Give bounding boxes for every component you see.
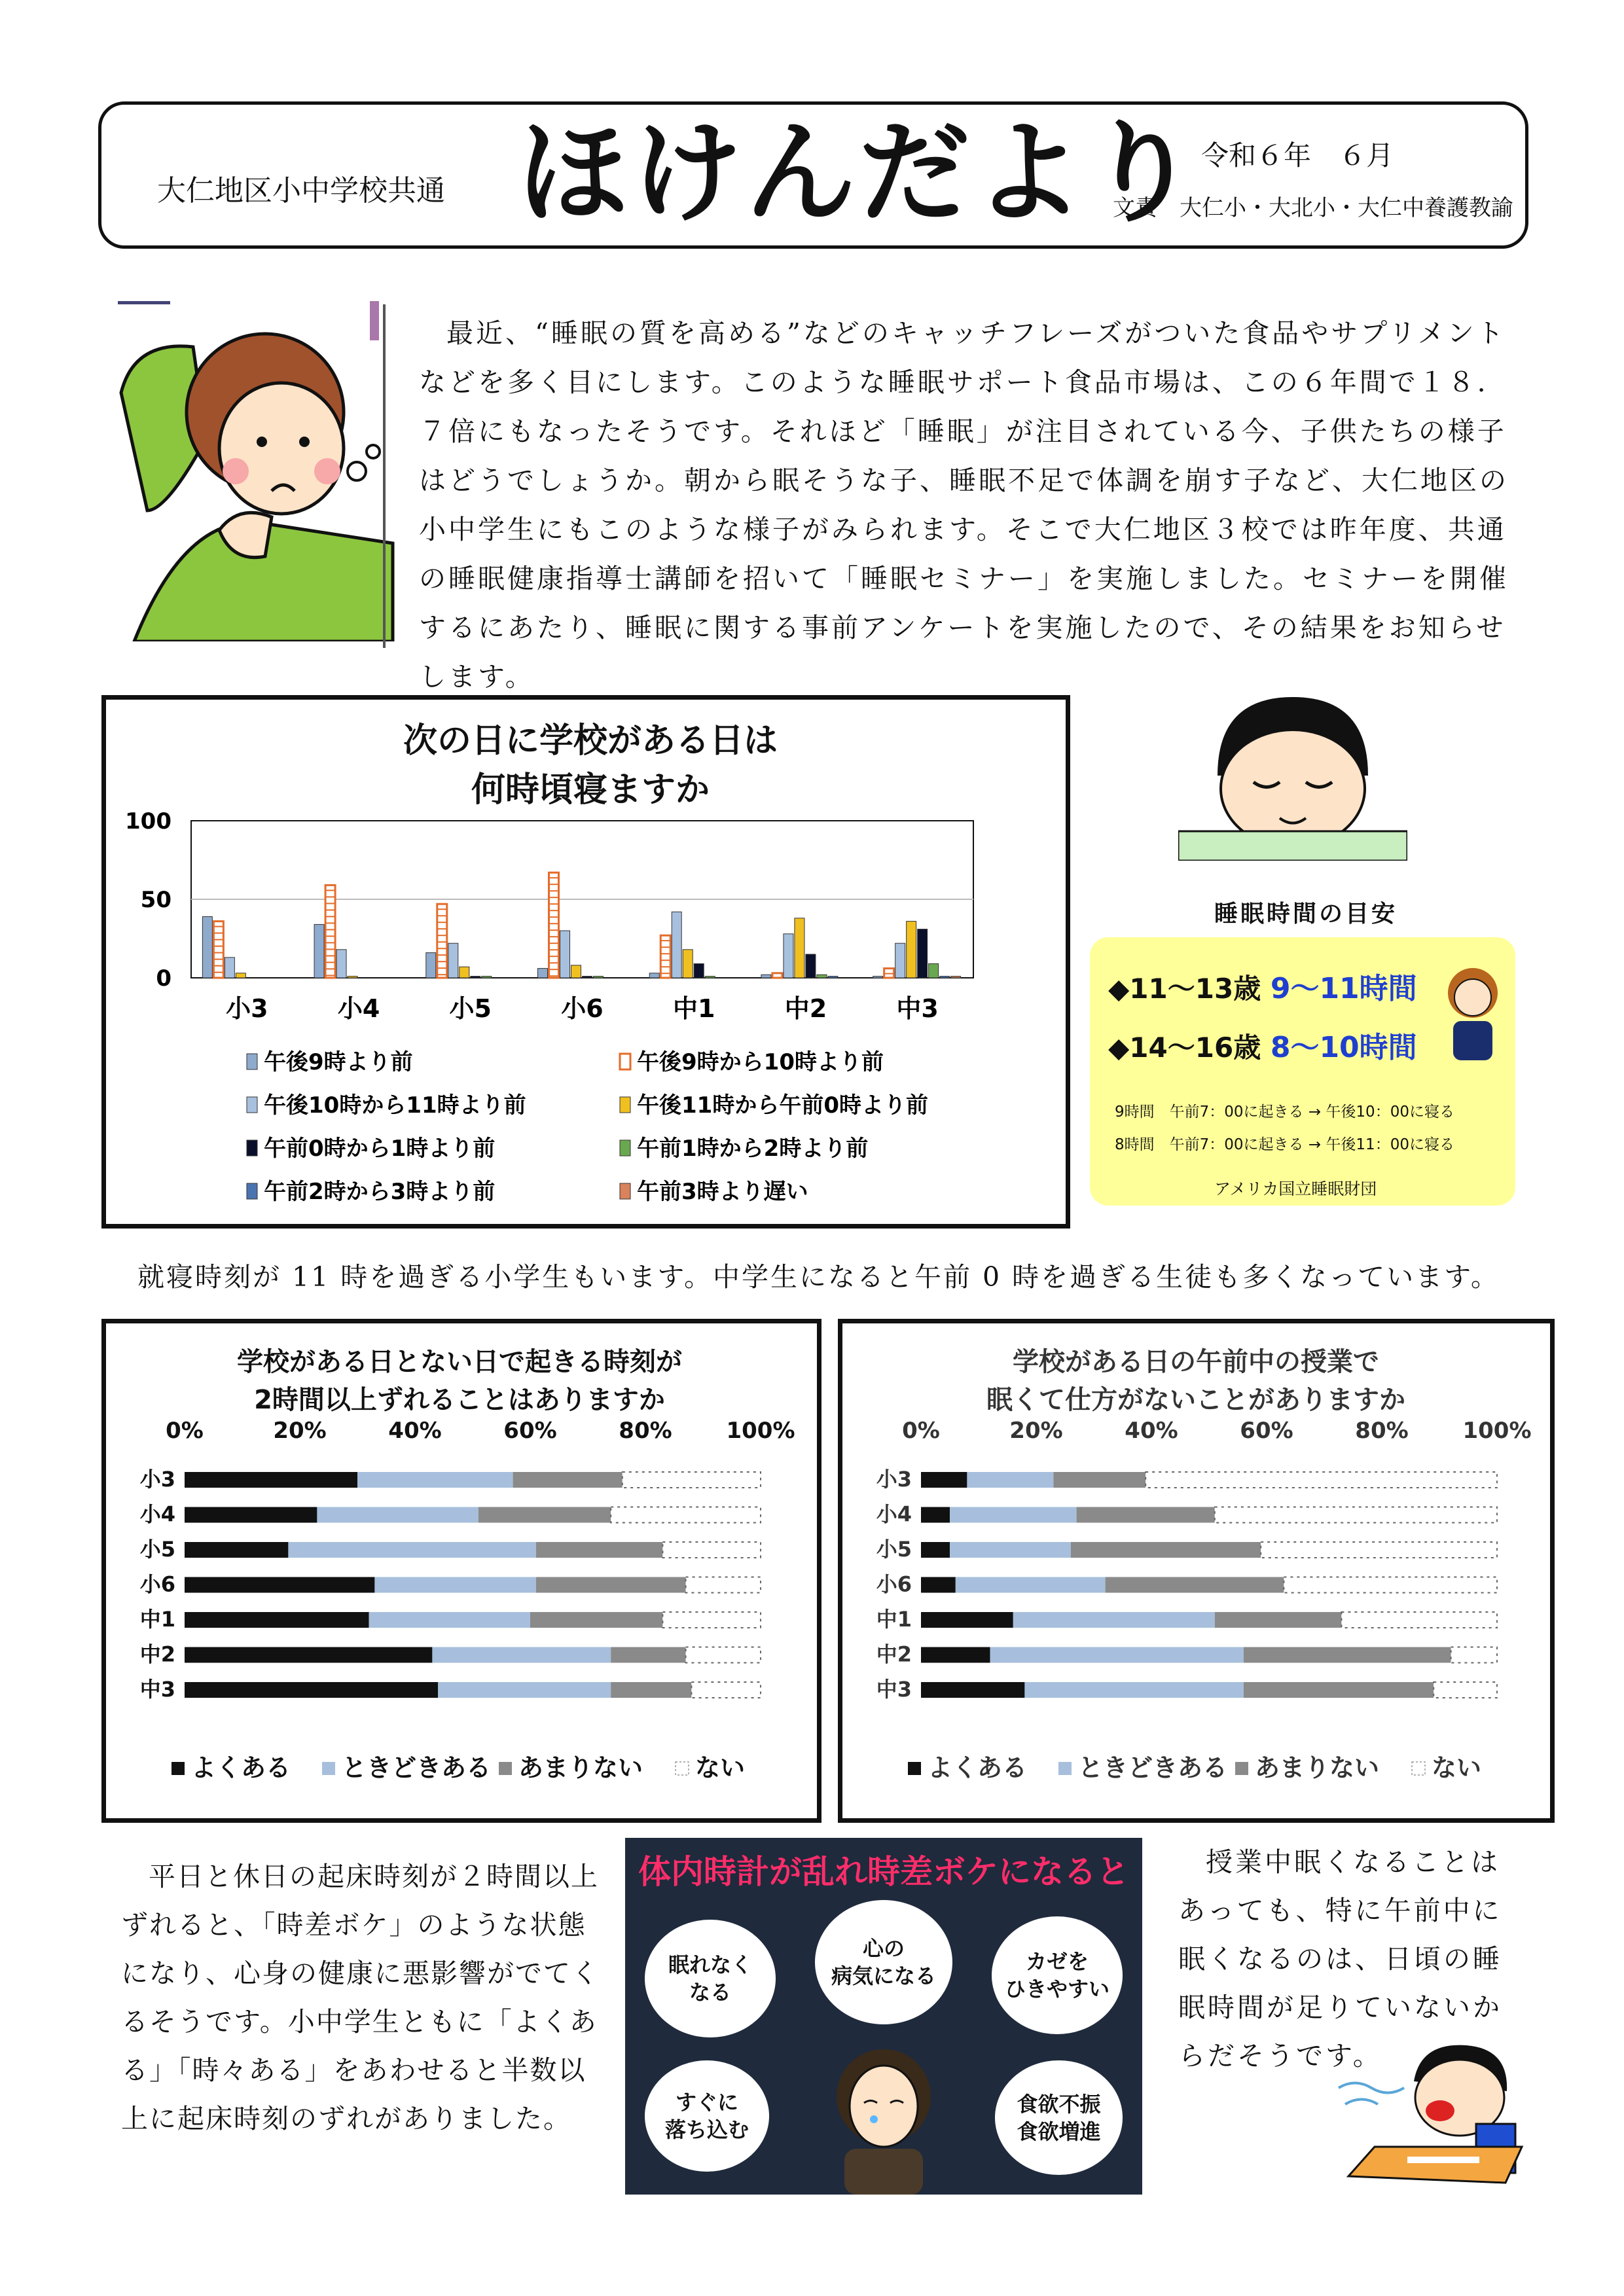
bar-中3-2 [611, 1682, 691, 1698]
chart-title-line: 2時間以上ずれることはありますか [254, 1385, 665, 1415]
issue-date: 令和６年 ６月 [1201, 139, 1394, 171]
bar-中2-6 [828, 977, 838, 978]
bar-小4-0 [921, 1507, 950, 1523]
bar-小3-3 [623, 1472, 761, 1488]
bar-小3-3 [236, 973, 245, 978]
bedtime-caption: 就寝時刻が 11 時を過ぎる小学生もいます。中学生になると午前 0 時を過ぎる生徒も多くなっています。 [137, 1261, 1500, 1293]
intro-divider [383, 304, 386, 648]
chart-title-line: 学校がある日の午前中の授業で [1013, 1347, 1379, 1377]
bar-小5-3 [1261, 1542, 1497, 1558]
newsletter-title: ほけんだより [517, 109, 1201, 238]
bar-小3-0 [921, 1472, 967, 1488]
bar-中2-2 [611, 1647, 685, 1663]
bar-小4-0 [185, 1507, 317, 1523]
bar-中3-3 [1434, 1682, 1497, 1698]
bar-小6-2 [536, 1577, 686, 1593]
guide-hours-11-13: 9～11時間 [1270, 972, 1417, 1005]
bedtime-chart-box [101, 695, 1070, 1229]
bar-中3-4 [918, 929, 928, 978]
bubble-cant-sleep: 眠れなく なる [645, 1920, 776, 2037]
legend-label: よくある [928, 1753, 1028, 1782]
bar-中1-0 [921, 1612, 1013, 1628]
x-tick-label: 0% [166, 1418, 204, 1444]
jet-lag-title: 体内時計が乱れ時差ボケになると [638, 1853, 1129, 1891]
y-tick-label: 0 [156, 965, 171, 992]
jet-lag-infographic [625, 1838, 1142, 2195]
wake-time-commentary: 平日と休日の起床時刻が２時間以上ずれると、「時差ボケ」のような状態になり、心身の健康に悪影響がでてくるそうです。小中学生ともに「よくある」「時々ある」をあわせると半数以上に起床時刻のずれがありました。 [121, 1861, 600, 2134]
bar-小6-3 [686, 1577, 761, 1593]
x-tick-label: 20% [1009, 1418, 1063, 1444]
bar-中1-2 [1215, 1612, 1342, 1628]
bar-小6-0 [921, 1577, 956, 1593]
x-tick-label: 中1 [672, 994, 715, 1023]
thought-bubble-tiny [367, 445, 380, 458]
sleepy-class-chart-box [838, 1319, 1555, 1823]
bar-小4-1 [317, 1507, 478, 1523]
bar-中3-3 [907, 922, 916, 978]
yawn-line-1 [1339, 2083, 1404, 2093]
bar-小4-2 [336, 950, 346, 978]
bar-小5-5 [482, 977, 492, 978]
boy-blanket [1178, 831, 1407, 861]
bar-中1-0 [185, 1612, 369, 1628]
y-tick-label: 100 [125, 808, 171, 834]
x-tick-label: 40% [388, 1418, 442, 1444]
bar-小4-3 [348, 977, 357, 978]
legend-swatch [322, 1762, 335, 1775]
legend-swatch [171, 1762, 185, 1775]
y-tick-label: 小5 [876, 1537, 912, 1562]
guide-line-11-13 [1108, 965, 1417, 1007]
bar-中3-0 [921, 1682, 1024, 1698]
bar-小6-4 [583, 977, 592, 978]
bar-小5-3 [460, 967, 469, 978]
x-tick-label: 100% [1462, 1418, 1532, 1444]
legend-swatch [1235, 1762, 1248, 1775]
y-tick-label: 中1 [139, 1607, 175, 1632]
intro-paragraph: 最近、“睡眠の質を高める”などのキャッチフレーズがついた食品やサプリメントなどを多く目にします。このような睡眠サポート食品市場は、この６年間で１８．７倍にもなったそうです。それほど「睡眠」が注目されている今、子供たちの様子はどうでしょうか。朝から眠そうな子、睡眠不足で体調を崩す子など、大仁地区の小中学生にもこのような様子がみられます。そこで大仁地区３校では昨年度、共通の睡眠健康指導士講師を招いて「睡眠セミナー」を実施しました。セミナーを開催するにあたり、睡眠に関する事前アンケートを実施したので、その結果をお知らせします。 [419, 317, 1509, 692]
x-tick-label: 100% [726, 1418, 795, 1444]
boy-face [1221, 730, 1365, 848]
legend-swatch [908, 1762, 921, 1775]
bubble-appetite: 食欲不振 食欲増進 [995, 2060, 1123, 2175]
legend-label: ない [695, 1753, 746, 1782]
guide-age-14-16: ◆14～16歳 [1108, 1031, 1261, 1064]
legend-label: 午後9時より前 [264, 1049, 413, 1075]
bar-中2-0 [185, 1647, 432, 1663]
legend-label: ときどきある [342, 1753, 492, 1782]
bar-中3-7 [951, 977, 961, 978]
legend-label: ない [1432, 1753, 1482, 1782]
bar-小3-3 [1146, 1472, 1497, 1488]
x-tick-label: 0% [902, 1418, 940, 1444]
bar-中3-2 [895, 943, 905, 978]
legend-swatch [1412, 1762, 1425, 1775]
bar-中1-3 [683, 950, 693, 978]
bar-小5-2 [448, 943, 458, 978]
eye-right [299, 437, 310, 447]
bar-小6-0 [538, 969, 548, 978]
desk [1348, 2147, 1522, 2183]
bar-小5-1 [437, 904, 447, 978]
bar-小3-2 [1053, 1472, 1146, 1488]
bar-中3-6 [940, 977, 950, 978]
yawning-boy-illustration [1335, 2042, 1525, 2193]
eye-left [257, 437, 267, 447]
bubble-depressed: すぐに 落ち込む [645, 2060, 769, 2172]
bar-小6-3 [1284, 1577, 1497, 1593]
bar-中1-1 [660, 935, 670, 978]
guide-example-9h: 9時間 午前7：00に起きる → 午後10：00に寝る [1115, 1103, 1454, 1121]
y-tick-label: 中3 [876, 1677, 912, 1702]
legend-swatch [620, 1140, 630, 1156]
nurse-face [1454, 979, 1491, 1016]
sleepy-class-commentary: 授業中眠くなることはあっても、特に午前中に眠くなるのは、日頃の睡眠時間が足りていないからだそうです。 [1178, 1846, 1502, 2072]
bar-中2-1 [432, 1647, 611, 1663]
bar-中3-1 [438, 1682, 611, 1698]
bar-小5-3 [662, 1542, 761, 1558]
legend-label: 午後11時から午前0時より前 [637, 1092, 928, 1119]
school-name: 大仁地区小中学校共通 [157, 174, 445, 207]
y-tick-label: 小6 [876, 1571, 912, 1597]
guide-source: アメリカ国立睡眠財団 [1214, 1179, 1377, 1198]
wake-time-chart-box [101, 1319, 821, 1823]
legend-swatch [247, 1097, 257, 1113]
sleeping-boy-illustration [1178, 697, 1407, 861]
bar-中2-1 [990, 1647, 1244, 1663]
yawning-mouth [1426, 2100, 1454, 2121]
legend-label: よくある [191, 1753, 291, 1782]
girl-face [850, 2066, 918, 2147]
thought-bubble-small [348, 462, 366, 480]
y-tick-label: 小3 [139, 1467, 175, 1492]
y-tick-label: 小4 [876, 1501, 912, 1527]
face [219, 383, 344, 514]
sleepy-class-chart [842, 1323, 1550, 1818]
sleep-guide-title: 睡眠時間の目安 [1214, 901, 1398, 927]
legend-swatch [676, 1762, 689, 1775]
bar-中2-1 [772, 973, 782, 978]
bar-小6-2 [560, 931, 570, 978]
bar-中3-2 [1244, 1682, 1434, 1698]
bar-小6-2 [1106, 1577, 1284, 1593]
x-tick-label: 60% [1240, 1418, 1293, 1444]
chart-title-line: 眠くて仕方がないことがありますか [986, 1385, 1405, 1415]
bar-小4-3 [1215, 1507, 1497, 1523]
decor-bar [370, 301, 379, 340]
bar-中2-0 [761, 975, 771, 978]
legend-swatch [247, 1140, 257, 1156]
bar-小6-1 [956, 1577, 1106, 1593]
tear [870, 2115, 878, 2123]
x-tick-label: 小3 [226, 994, 268, 1023]
bar-中2-2 [784, 934, 793, 978]
bar-中2-4 [806, 954, 816, 978]
bar-小3-0 [185, 1472, 357, 1488]
y-tick-label: 中1 [876, 1607, 912, 1632]
guide-age-11-13: ◆11～13歳 [1108, 973, 1261, 1005]
bar-小6-1 [374, 1577, 535, 1593]
bar-中3-3 [691, 1682, 761, 1698]
bar-中1-1 [1013, 1612, 1215, 1628]
guide-hours-14-16: 8～10時間 [1270, 1031, 1417, 1064]
guide-example-8h: 8時間 午前7：00に起きる → 午後11：00に寝る [1115, 1136, 1454, 1153]
author-line: 文責 大仁小・大北小・大仁中養護教諭 [1113, 195, 1513, 221]
legend-label: 午前1時から2時より前 [637, 1136, 869, 1162]
bar-小6-0 [185, 1577, 374, 1593]
y-tick-label: 小3 [876, 1467, 912, 1492]
bar-小3-0 [202, 916, 212, 978]
bedtime-chart [106, 700, 1066, 1224]
bar-小4-0 [314, 924, 324, 978]
legend-swatch [1058, 1762, 1072, 1775]
x-tick-label: 中3 [896, 994, 939, 1023]
x-tick-label: 小6 [561, 994, 604, 1023]
bar-小4-2 [478, 1507, 611, 1523]
bar-中1-2 [672, 912, 681, 978]
bar-小4-1 [325, 885, 335, 978]
bar-小6-3 [571, 965, 581, 978]
bar-中1-0 [649, 973, 659, 978]
bar-中3-1 [1024, 1682, 1243, 1698]
chart-title-line: 学校がある日とない日で起きる時刻が [237, 1347, 682, 1377]
bar-中3-0 [185, 1682, 438, 1698]
bar-小3-1 [357, 1472, 513, 1488]
guide-line-14-16 [1108, 1024, 1417, 1066]
legend-swatch [499, 1762, 512, 1775]
bar-中1-5 [705, 977, 715, 978]
legend-label: 午前0時から1時より前 [264, 1136, 496, 1162]
sleep-guide-panel [1090, 937, 1515, 1206]
legend-swatch [620, 1054, 630, 1069]
decor-line [118, 301, 170, 304]
legend-label: 午後10時から11時より前 [264, 1092, 526, 1119]
bar-中2-3 [795, 918, 804, 978]
wake-time-chart [106, 1323, 817, 1818]
bar-中1-1 [369, 1612, 530, 1628]
legend-label: ときどきある [1078, 1753, 1228, 1782]
bar-中1-3 [1341, 1612, 1497, 1628]
tired-girl-illustration [828, 2041, 939, 2195]
bar-小3-2 [513, 1472, 623, 1488]
legend-swatch [247, 1054, 257, 1069]
bar-小3-1 [213, 922, 223, 978]
y-tick-label: 中2 [876, 1641, 912, 1667]
legend-label: あまりない [1255, 1753, 1380, 1782]
bar-中1-4 [694, 963, 704, 978]
nurse-body [1453, 1021, 1492, 1060]
bar-小3-1 [967, 1472, 1053, 1488]
x-tick-label: 小5 [449, 994, 492, 1023]
bar-中3-0 [873, 977, 883, 978]
bar-小5-0 [185, 1542, 288, 1558]
bar-中2-5 [817, 975, 827, 978]
legend-swatch [247, 1183, 257, 1199]
bar-小5-1 [950, 1542, 1071, 1558]
bar-小5-0 [426, 953, 436, 978]
bar-小5-4 [471, 977, 480, 978]
y-tick-label: 小5 [139, 1537, 175, 1562]
x-tick-label: 20% [273, 1418, 327, 1444]
bar-小6-5 [594, 977, 604, 978]
x-tick-label: 40% [1125, 1418, 1178, 1444]
legend-label: あまりない [518, 1753, 643, 1782]
bar-小5-1 [288, 1542, 535, 1558]
sleepless-girl-illustration [108, 295, 396, 641]
bar-小5-2 [1071, 1542, 1261, 1558]
cheek-left [223, 458, 249, 484]
bar-小6-1 [549, 872, 559, 978]
legend-swatch [620, 1097, 630, 1113]
cheek-right [314, 458, 340, 484]
nurse-illustration [1443, 963, 1502, 1062]
legend-label: 午前2時から3時より前 [264, 1179, 496, 1205]
x-tick-label: 中2 [784, 994, 827, 1023]
yawn-line-2 [1345, 2100, 1378, 2105]
chart-title-line: 何時頃寝ますか [471, 770, 710, 810]
girl-uniform [844, 2149, 923, 2195]
legend-swatch [620, 1183, 630, 1199]
y-tick-label: 中2 [139, 1641, 175, 1667]
x-tick-label: 60% [503, 1418, 557, 1444]
x-tick-label: 80% [619, 1418, 672, 1444]
bar-小3-2 [225, 958, 234, 978]
y-tick-label: 小4 [139, 1501, 175, 1527]
bar-小4-1 [950, 1507, 1077, 1523]
x-tick-label: 80% [1355, 1418, 1409, 1444]
y-tick-label: 中3 [139, 1677, 175, 1702]
bar-中3-5 [929, 963, 939, 978]
y-tick-label: 50 [140, 887, 171, 913]
bar-中2-3 [1451, 1647, 1497, 1663]
legend-label: 午後9時から10時より前 [637, 1049, 884, 1075]
bar-小4-3 [611, 1507, 761, 1523]
bar-中1-2 [530, 1612, 662, 1628]
bar-中1-3 [662, 1612, 761, 1628]
bar-小5-2 [536, 1542, 663, 1558]
bubble-catch-cold: カゼを ひきやすい [992, 1916, 1123, 2034]
bar-中2-3 [686, 1647, 761, 1663]
bar-小5-0 [921, 1542, 950, 1558]
bar-小4-2 [1077, 1507, 1215, 1523]
chart-title-line: 次の日に学校がある日は [403, 721, 778, 761]
bar-中2-0 [921, 1647, 990, 1663]
bar-中2-2 [1244, 1647, 1451, 1663]
x-tick-label: 小4 [337, 994, 380, 1023]
bubble-mental-illness: 心の 病気になる [815, 1900, 952, 2024]
y-tick-label: 小6 [139, 1571, 175, 1597]
legend-label: 午前3時より遅い [637, 1179, 808, 1205]
